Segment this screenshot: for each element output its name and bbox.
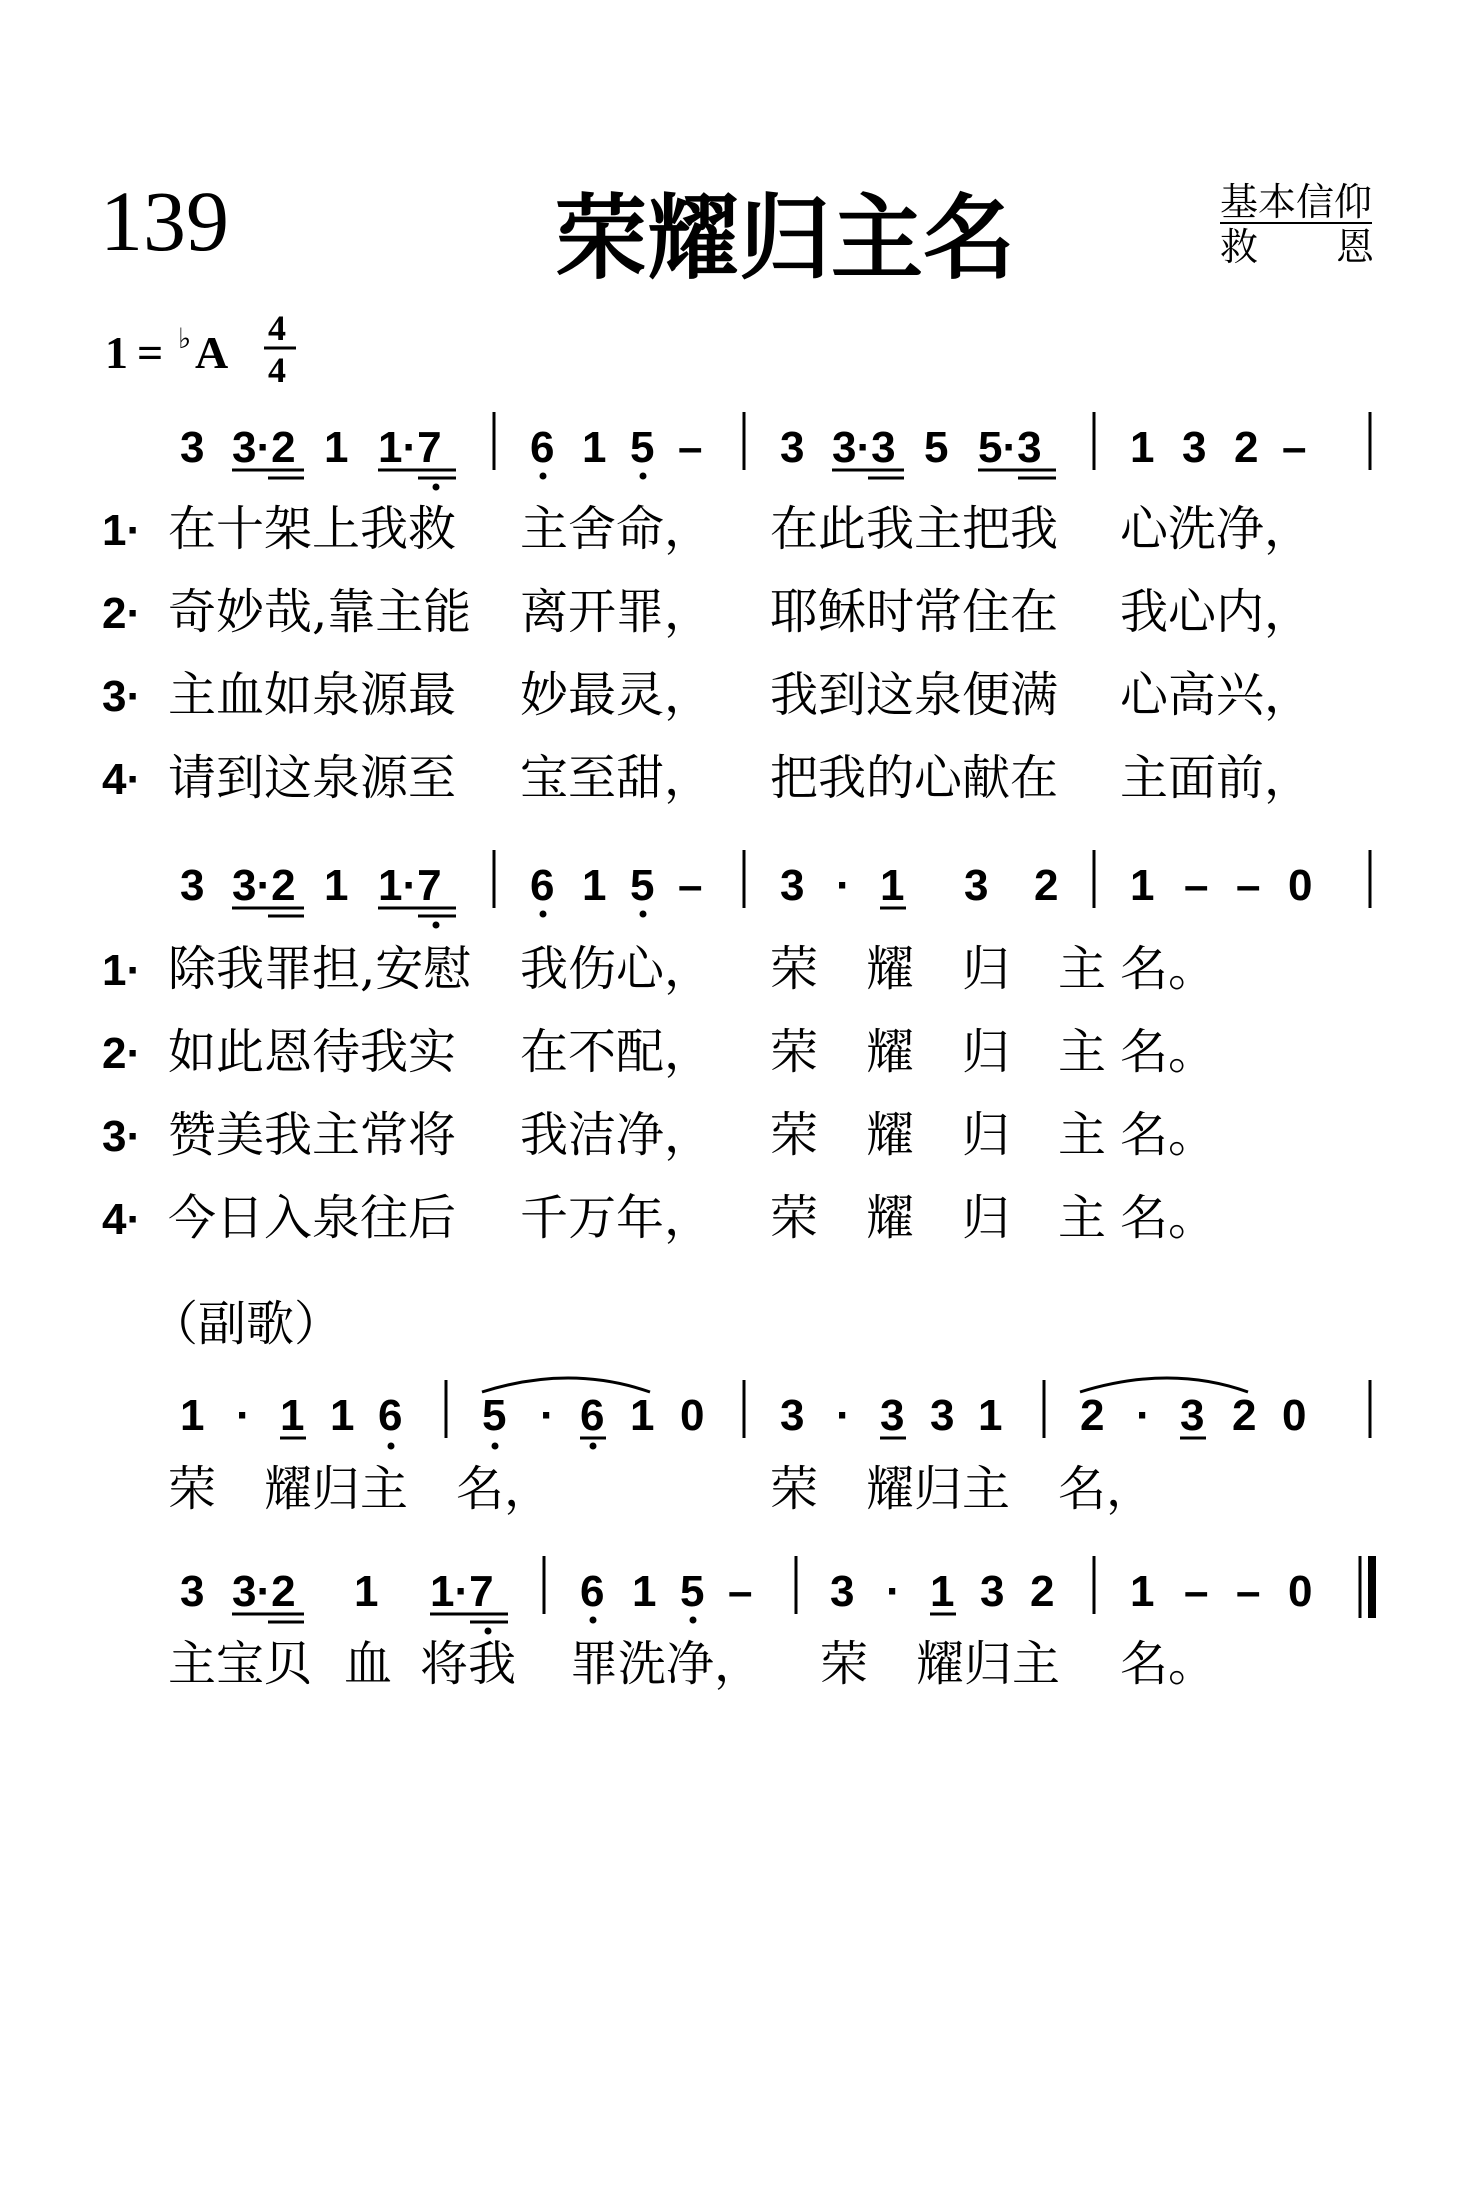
svg-text:在十架上我救: 在十架上我救 <box>168 501 457 557</box>
svg-text:–: – <box>1282 423 1307 472</box>
svg-text:1: 1 <box>280 1391 305 1440</box>
svg-text:血: 血 <box>344 1636 393 1692</box>
svg-text:2: 2 <box>1080 1391 1105 1440</box>
svg-text:1: 1 <box>1130 1567 1155 1616</box>
svg-text:·: · <box>236 1391 251 1440</box>
svg-text:1·7: 1·7 <box>378 861 442 910</box>
notation-system-2 <box>180 850 1370 929</box>
svg-text:3: 3 <box>780 1391 805 1440</box>
category-line-2a: 救 <box>1220 227 1259 269</box>
chorus-label: （副歌） <box>150 1296 343 1352</box>
svg-text:在此我主把我: 在此我主把我 <box>770 501 1059 557</box>
svg-text:主血如泉源最: 主血如泉源最 <box>168 667 457 723</box>
svg-text:把我的心献在: 把我的心献在 <box>770 750 1059 806</box>
svg-text:离开罪，: 离开罪， <box>520 584 713 640</box>
hymn-title: 荣耀归主名 <box>555 188 1016 290</box>
verse-number: 4· <box>102 1195 142 1244</box>
svg-text:4: 4 <box>268 308 286 348</box>
svg-text:荣 耀 归 主: 荣 耀 归 主 <box>770 941 1107 997</box>
svg-text:名。: 名。 <box>1120 1107 1217 1163</box>
svg-text:在不配，: 在不配， <box>520 1024 713 1080</box>
svg-text:5·3: 5·3 <box>978 423 1042 472</box>
svg-text:3: 3 <box>180 423 205 472</box>
svg-text:0: 0 <box>1288 861 1313 910</box>
svg-text:3: 3 <box>180 861 205 910</box>
svg-text:–: – <box>678 861 703 910</box>
svg-text:荣 耀归主: 荣 耀归主 <box>820 1636 1061 1692</box>
svg-text:3·2: 3·2 <box>232 1567 296 1616</box>
lyrics-system-4 <box>168 1636 1216 1692</box>
svg-text:3·2: 3·2 <box>232 423 296 472</box>
svg-text:主舍命，: 主舍命， <box>520 501 713 557</box>
svg-text:2: 2 <box>1234 423 1259 472</box>
svg-text:2: 2 <box>1034 861 1059 910</box>
svg-text:耶稣时常住在: 耶稣时常住在 <box>770 584 1059 640</box>
svg-text:主面前，: 主面前， <box>1120 750 1313 806</box>
svg-text:3: 3 <box>780 423 805 472</box>
svg-text:1: 1 <box>1130 423 1155 472</box>
notation-system-3 <box>180 1378 1370 1450</box>
svg-text:荣 耀 归 主: 荣 耀 归 主 <box>770 1024 1107 1080</box>
verse-number: 1· <box>102 946 142 995</box>
svg-text:荣 耀 归 主: 荣 耀 归 主 <box>770 1190 1107 1246</box>
svg-text:5: 5 <box>482 1391 507 1440</box>
svg-text:1: 1 <box>582 423 607 472</box>
svg-text:名。: 名。 <box>1120 941 1217 997</box>
svg-text:主宝贝: 主宝贝 <box>168 1636 313 1692</box>
svg-text:荣 耀归主 名，: 荣 耀归主 名， <box>168 1461 553 1517</box>
svg-text:3: 3 <box>880 1391 905 1440</box>
svg-text:1: 1 <box>630 1391 655 1440</box>
svg-text:赞美我主常将: 赞美我主常将 <box>168 1107 457 1163</box>
svg-text:我伤心，: 我伤心， <box>520 941 713 997</box>
svg-text:♭: ♭ <box>178 322 192 355</box>
time-signature <box>264 308 296 390</box>
svg-text:1: 1 <box>354 1567 379 1616</box>
notation-system-4 <box>180 1556 1372 1635</box>
svg-text:我洁净，: 我洁净， <box>520 1107 713 1163</box>
svg-text:–: – <box>1236 861 1261 910</box>
hymn-number: 139 <box>100 173 229 269</box>
svg-text:请到这泉源至: 请到这泉源至 <box>168 750 457 806</box>
svg-text:宝至甜，: 宝至甜， <box>520 750 713 806</box>
svg-text:1: 1 <box>180 1391 205 1440</box>
svg-text:我心内，: 我心内， <box>1120 584 1313 640</box>
svg-text:·: · <box>836 1391 851 1440</box>
svg-text:5: 5 <box>680 1567 705 1616</box>
svg-text:6: 6 <box>580 1567 605 1616</box>
svg-text:名。: 名。 <box>1120 1636 1217 1692</box>
lyrics-system-3 <box>168 1461 1154 1517</box>
svg-text:3: 3 <box>930 1391 955 1440</box>
svg-text:–: – <box>1184 861 1209 910</box>
svg-text:3·2: 3·2 <box>232 861 296 910</box>
svg-text:·: · <box>1136 1391 1151 1440</box>
svg-text:1: 1 <box>582 861 607 910</box>
svg-text:奇妙哉,靠主能: 奇妙哉,靠主能 <box>168 584 472 640</box>
svg-text:=: = <box>137 327 164 378</box>
key-signature <box>105 322 228 378</box>
svg-text:3: 3 <box>964 861 989 910</box>
svg-text:–: – <box>728 1567 753 1616</box>
svg-text:1: 1 <box>330 1391 355 1440</box>
verse-number: 1· <box>102 506 142 555</box>
svg-text:名。: 名。 <box>1120 1190 1217 1246</box>
svg-text:3: 3 <box>830 1567 855 1616</box>
svg-text:荣 耀归主 名，: 荣 耀归主 名， <box>770 1461 1155 1517</box>
category-line-1: 基本信仰 <box>1220 182 1373 224</box>
svg-text:1: 1 <box>880 861 905 910</box>
svg-text:荣 耀 归 主: 荣 耀 归 主 <box>770 1107 1107 1163</box>
svg-text:1: 1 <box>930 1567 955 1616</box>
svg-text:3·3: 3·3 <box>832 423 896 472</box>
lyrics-system-2 <box>102 941 1216 1246</box>
svg-text:–: – <box>678 423 703 472</box>
svg-text:罪洗净，: 罪洗净， <box>570 1636 763 1692</box>
svg-text:1: 1 <box>105 327 128 378</box>
svg-text:3: 3 <box>780 861 805 910</box>
verse-number: 2· <box>102 1029 142 1078</box>
svg-text:4: 4 <box>268 350 286 390</box>
svg-text:1: 1 <box>1130 861 1155 910</box>
svg-text:6: 6 <box>530 423 555 472</box>
svg-text:如此恩待我实: 如此恩待我实 <box>168 1024 457 1080</box>
svg-text:6: 6 <box>580 1391 605 1440</box>
svg-text:5: 5 <box>630 423 655 472</box>
svg-text:3: 3 <box>980 1567 1005 1616</box>
verse-number: 3· <box>102 672 142 721</box>
svg-text:1: 1 <box>978 1391 1003 1440</box>
svg-text:将我: 将我 <box>420 1636 517 1692</box>
svg-text:–: – <box>1236 1567 1261 1616</box>
svg-text:1: 1 <box>324 861 349 910</box>
svg-text:·: · <box>836 861 851 910</box>
svg-text:心高兴，: 心高兴， <box>1120 667 1313 723</box>
notation-system-1 <box>180 412 1370 491</box>
svg-text:1·7: 1·7 <box>378 423 442 472</box>
svg-text:A: A <box>195 327 229 378</box>
svg-text:心洗净，: 心洗净， <box>1120 501 1313 557</box>
svg-text:妙最灵，: 妙最灵， <box>520 667 713 723</box>
svg-text:3: 3 <box>1182 423 1207 472</box>
svg-text:1: 1 <box>632 1567 657 1616</box>
svg-text:0: 0 <box>1288 1567 1313 1616</box>
svg-text:今日入泉往后: 今日入泉往后 <box>168 1190 457 1246</box>
svg-text:3: 3 <box>1180 1391 1205 1440</box>
svg-text:6: 6 <box>378 1391 403 1440</box>
verse-number: 4· <box>102 755 142 804</box>
category-line-2b: 恩 <box>1336 227 1375 269</box>
svg-text:–: – <box>1184 1567 1209 1616</box>
svg-text:0: 0 <box>1282 1391 1307 1440</box>
svg-text:我到这泉便满: 我到这泉便满 <box>770 667 1059 723</box>
svg-text:5: 5 <box>630 861 655 910</box>
svg-text:除我罪担,安慰: 除我罪担,安慰 <box>168 941 472 997</box>
svg-text:1: 1 <box>324 423 349 472</box>
svg-text:5: 5 <box>924 423 949 472</box>
verse-number: 3· <box>102 1112 142 1161</box>
svg-text:1·7: 1·7 <box>430 1567 494 1616</box>
svg-text:·: · <box>540 1391 555 1440</box>
lyrics-system-1 <box>102 501 1312 806</box>
svg-text:·: · <box>886 1567 901 1616</box>
svg-text:2: 2 <box>1030 1567 1055 1616</box>
svg-text:千万年，: 千万年， <box>520 1190 713 1246</box>
svg-text:0: 0 <box>680 1391 705 1440</box>
svg-text:3: 3 <box>180 1567 205 1616</box>
verse-number: 2· <box>102 589 142 638</box>
svg-text:名。: 名。 <box>1120 1024 1217 1080</box>
svg-text:2: 2 <box>1232 1391 1257 1440</box>
svg-text:6: 6 <box>530 861 555 910</box>
